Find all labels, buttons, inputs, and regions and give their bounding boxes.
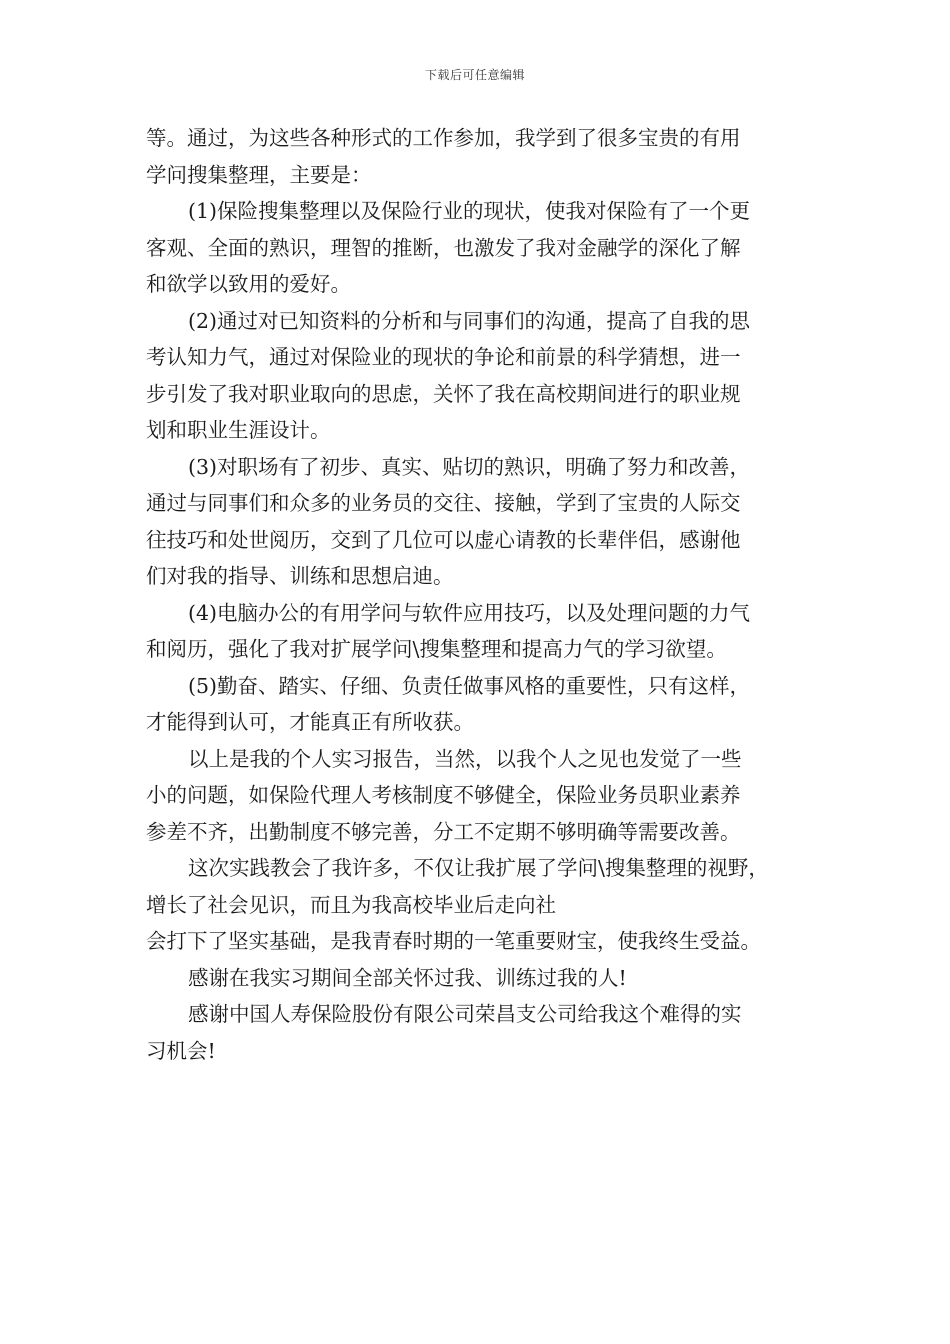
body-line: 小的问题，如保险代理人考核制度不够健全，保险业务员职业素养 — [146, 783, 741, 807]
document-body — [146, 120, 816, 1069]
page-header-note: 下载后可任意编辑 — [424, 68, 525, 82]
body-line: 划和职业生涯设计。 — [146, 418, 331, 442]
body-line: 等。通过，为这些各种形式的工作参加，我学到了很多宝贵的有用 — [146, 126, 741, 150]
body-line: 参差不齐，出勤制度不够完善，分工不定期不够明确等需要改善。 — [146, 819, 741, 844]
paragraph-start-line: 以上是我的个人实习报告，当然，以我个人之见也发觉了一些 — [188, 746, 742, 771]
body-line: 们对我的指导、训练和思想启迪。 — [146, 564, 454, 588]
body-line: 才能得到认可，才能真正有所收获。 — [146, 710, 474, 734]
body-line: 会打下了坚实基础，是我青春时期的一笔重要财宝，使我终生受益。 — [146, 929, 761, 953]
paragraph-start-line: 感谢在我实习期间全部关怀过我、训练过我的人! — [188, 965, 627, 990]
body-line: 步引发了我对职业取向的思虑，关怀了我在高校期间进行的职业规 — [146, 381, 741, 406]
body-line: 习机会! — [146, 1038, 216, 1063]
paragraph-start-line: (5)勤奋、踏实、仔细、负责任做事风格的重要性，只有这样， — [188, 673, 751, 698]
body-line: 增长了社会见识，而且为我高校毕业后走向社 — [146, 892, 556, 917]
body-line: 通过与同事们和众多的业务员的交往、接触，学到了宝贵的人际交 — [146, 491, 741, 515]
paragraph-start-line: 这次实践教会了我许多，不仅让我扩展了学问\搜集整理的视野， — [188, 856, 769, 880]
paragraph-start-line: (1)保险搜集整理以及保险行业的现状，使我对保险有了一个更 — [188, 199, 751, 223]
paragraph-start-line: (4)电脑办公的有用学问与软件应用技巧，以及处理问题的力气 — [188, 600, 751, 625]
body-line: 和阅历，强化了我对扩展学问\搜集整理和提高力气的学习欲望。 — [146, 637, 727, 661]
body-line: 和欲学以致用的爱好。 — [146, 272, 351, 296]
body-line: 学问搜集整理，主要是： — [146, 162, 372, 187]
body-line: 往技巧和处世阅历，交到了几位可以虚心请教的长辈伴侣，感谢他 — [146, 527, 741, 552]
body-line: 考认知力气，通过对保险业的现状的争论和前景的科学猜想，进一 — [146, 345, 741, 369]
body-line: 客观、全面的熟识，理智的推断，也激发了我对金融学的深化了解 — [146, 235, 741, 260]
paragraph-start-line: (3)对职场有了初步、真实、贴切的熟识，明确了努力和改善， — [188, 454, 751, 479]
paragraph-start-line: 感谢中国人寿保险股份有限公司荣昌支公司给我这个难得的实 — [188, 1002, 742, 1026]
paragraph-start-line: (2)通过对已知资料的分析和与同事们的沟通，提高了自我的思 — [188, 308, 751, 333]
